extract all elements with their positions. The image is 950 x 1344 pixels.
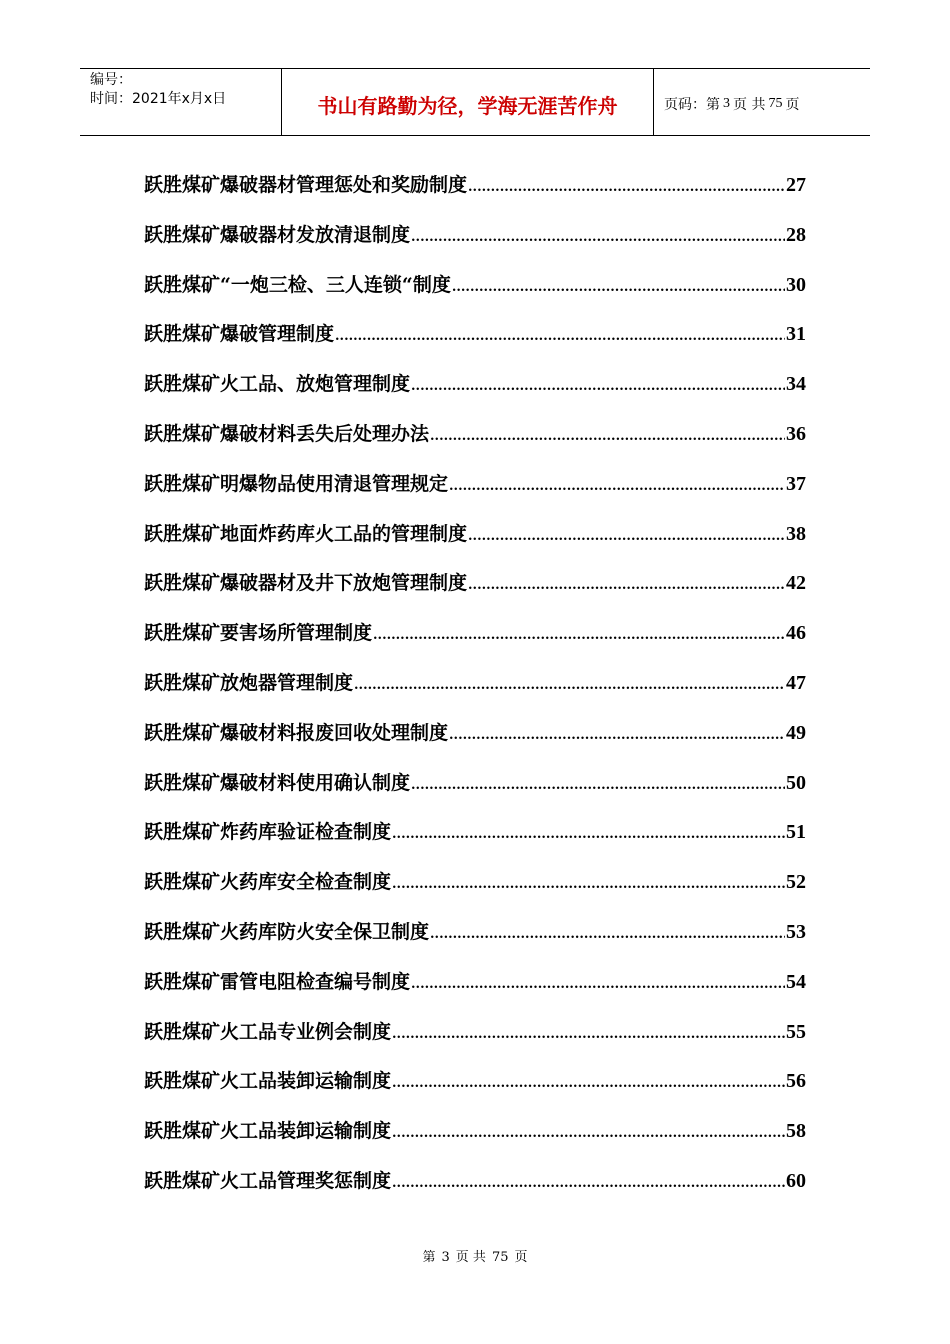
toc-entry[interactable] bbox=[144, 359, 806, 409]
toc-entry-page-number: 56 bbox=[786, 1070, 806, 1093]
document-number-label: 编号： bbox=[90, 72, 132, 88]
toc-entry-page-number: 30 bbox=[786, 273, 806, 296]
toc-entry-title: 跃胜煤矿爆破器材及井下放炮管理制度 bbox=[144, 572, 468, 595]
toc-entry[interactable] bbox=[144, 160, 806, 210]
toc-dot-leader bbox=[430, 423, 785, 445]
document-time-label: 时间：2021年x月x日 bbox=[90, 91, 227, 107]
toc-dot-leader bbox=[411, 224, 785, 246]
toc-entry-title: 跃胜煤矿火工品管理奖惩制度 bbox=[144, 1169, 392, 1192]
toc-dot-leader bbox=[392, 821, 785, 843]
footer-page-current: 3 bbox=[441, 1250, 450, 1265]
toc-entry[interactable] bbox=[144, 1106, 806, 1156]
toc-entry[interactable] bbox=[144, 608, 806, 658]
toc-entry-title: 跃胜煤矿放炮器管理制度 bbox=[144, 671, 354, 694]
toc-entry[interactable] bbox=[144, 907, 806, 957]
toc-entry-title: 跃胜煤矿要害场所管理制度 bbox=[144, 622, 373, 645]
header-page-current: 3 bbox=[723, 96, 730, 111]
toc-entry-title: 跃胜煤矿爆破材料丢失后处理办法 bbox=[144, 422, 430, 445]
toc-entry-page-number: 34 bbox=[786, 373, 806, 396]
toc-dot-leader bbox=[468, 174, 785, 196]
header-page-suffix: 页 bbox=[785, 97, 800, 113]
toc-entry-title: 跃胜煤矿爆破材料报废回收处理制度 bbox=[144, 721, 449, 744]
toc-entry-page-number: 28 bbox=[786, 223, 806, 246]
footer-mid: 页 共 bbox=[455, 1250, 486, 1265]
toc-entry-title: 跃胜煤矿“一炮三检、三人连锁“制度 bbox=[144, 273, 451, 296]
toc-entry-title: 跃胜煤矿火工品、放炮管理制度 bbox=[144, 373, 411, 396]
toc-entry[interactable] bbox=[144, 1007, 806, 1057]
toc-entry[interactable] bbox=[144, 807, 806, 857]
page-footer bbox=[0, 1246, 950, 1265]
toc-entry[interactable] bbox=[144, 558, 806, 608]
toc-entry[interactable] bbox=[144, 409, 806, 459]
toc-entry-page-number: 55 bbox=[786, 1020, 806, 1043]
toc-entry[interactable] bbox=[144, 309, 806, 359]
toc-entry-page-number: 50 bbox=[786, 771, 806, 794]
toc-entry-page-number: 51 bbox=[786, 821, 806, 844]
toc-entry[interactable] bbox=[144, 658, 806, 708]
toc-entry-page-number: 49 bbox=[786, 721, 806, 744]
toc-entry-page-number: 58 bbox=[786, 1120, 806, 1143]
toc-entry-page-number: 60 bbox=[786, 1169, 806, 1192]
toc-dot-leader bbox=[354, 672, 785, 694]
toc-entry-title: 跃胜煤矿火药库安全检查制度 bbox=[144, 871, 392, 894]
toc-entry[interactable] bbox=[144, 459, 806, 509]
footer-suffix: 页 bbox=[514, 1250, 528, 1265]
toc-entry-title: 跃胜煤矿火工品装卸运输制度 bbox=[144, 1120, 392, 1143]
toc-entry-title: 跃胜煤矿爆破材料使用确认制度 bbox=[144, 771, 411, 794]
toc-entry-page-number: 52 bbox=[786, 871, 806, 894]
toc-dot-leader bbox=[373, 622, 785, 644]
footer-prefix: 第 bbox=[422, 1250, 436, 1265]
footer-page-total: 75 bbox=[491, 1250, 509, 1265]
toc-entry-title: 跃胜煤矿火药库防火安全保卫制度 bbox=[144, 920, 430, 943]
toc-dot-leader bbox=[411, 772, 785, 794]
toc-dot-leader bbox=[392, 1070, 785, 1092]
toc-dot-leader bbox=[468, 572, 785, 594]
header-page-prefix: 页码：第 bbox=[664, 97, 720, 113]
toc-entry[interactable] bbox=[144, 509, 806, 559]
toc-entry-title: 跃胜煤矿爆破器材发放清退制度 bbox=[144, 223, 411, 246]
toc-entry[interactable] bbox=[144, 857, 806, 907]
toc-entry[interactable] bbox=[144, 1156, 806, 1206]
toc-dot-leader bbox=[411, 971, 785, 993]
toc-entry-page-number: 27 bbox=[786, 174, 806, 196]
table-of-contents bbox=[144, 160, 806, 1206]
toc-entry-page-number: 46 bbox=[786, 622, 806, 645]
toc-entry-title: 跃胜煤矿明爆物品使用清退管理规定 bbox=[144, 472, 449, 495]
toc-dot-leader bbox=[452, 274, 785, 296]
toc-dot-leader bbox=[392, 1170, 785, 1192]
toc-entry[interactable] bbox=[144, 758, 806, 808]
toc-dot-leader bbox=[449, 722, 785, 744]
page-header bbox=[80, 68, 870, 136]
toc-entry[interactable] bbox=[144, 957, 806, 1007]
toc-entry-title: 跃胜煤矿地面炸药库火工品的管理制度 bbox=[144, 522, 468, 545]
header-page-indicator bbox=[654, 69, 870, 135]
toc-entry[interactable] bbox=[144, 708, 806, 758]
header-meta bbox=[80, 69, 282, 135]
toc-entry-page-number: 47 bbox=[786, 671, 806, 694]
toc-entry-page-number: 54 bbox=[786, 970, 806, 993]
toc-entry-page-number: 53 bbox=[786, 920, 806, 943]
toc-dot-leader bbox=[335, 323, 785, 345]
toc-dot-leader bbox=[392, 871, 785, 893]
header-page-total: 75 bbox=[768, 96, 783, 111]
header-motto: 书山有路勤为径，学海无涯苦作舟 bbox=[282, 69, 654, 135]
toc-dot-leader bbox=[392, 1021, 785, 1043]
toc-entry[interactable] bbox=[144, 1056, 806, 1106]
toc-entry-title: 跃胜煤矿爆破器材管理惩处和奖励制度 bbox=[144, 174, 468, 196]
toc-dot-leader bbox=[468, 523, 785, 545]
toc-entry[interactable] bbox=[144, 210, 806, 260]
toc-entry[interactable] bbox=[144, 260, 806, 310]
toc-entry-title: 跃胜煤矿火工品专业例会制度 bbox=[144, 1020, 392, 1043]
toc-entry-page-number: 38 bbox=[786, 522, 806, 545]
toc-entry-title: 跃胜煤矿雷管电阻检查编号制度 bbox=[144, 970, 411, 993]
toc-entry-title: 跃胜煤矿火工品装卸运输制度 bbox=[144, 1070, 392, 1093]
toc-entry-page-number: 31 bbox=[786, 323, 806, 346]
toc-dot-leader bbox=[449, 473, 785, 495]
toc-entry-title: 跃胜煤矿炸药库验证检查制度 bbox=[144, 821, 392, 844]
header-page-mid: 页 共 bbox=[733, 97, 766, 113]
toc-entry-page-number: 36 bbox=[786, 422, 806, 445]
toc-entry-page-number: 37 bbox=[786, 472, 806, 495]
toc-dot-leader bbox=[392, 1120, 785, 1142]
toc-dot-leader bbox=[411, 373, 785, 395]
toc-entry-title: 跃胜煤矿爆破管理制度 bbox=[144, 323, 335, 346]
toc-entry-page-number: 42 bbox=[786, 572, 806, 595]
toc-dot-leader bbox=[430, 921, 785, 943]
